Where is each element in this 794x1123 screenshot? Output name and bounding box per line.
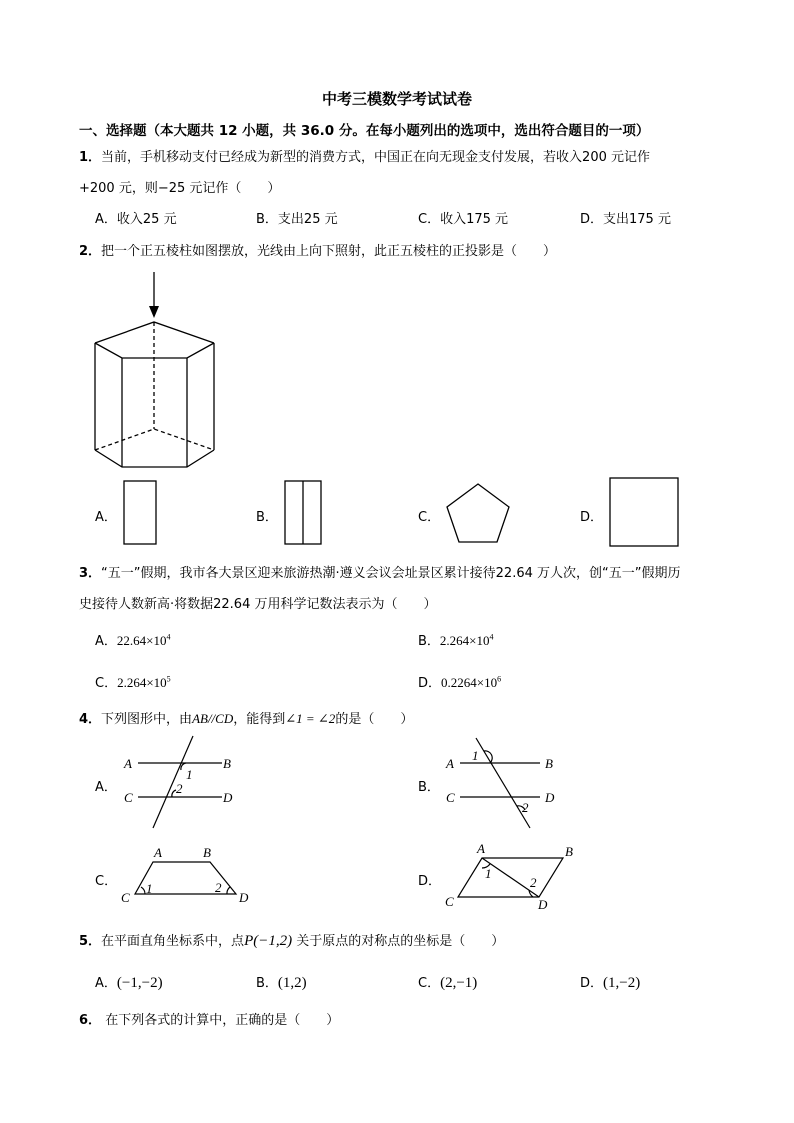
- option-b[interactable]: B．(1,2): [256, 975, 307, 991]
- question-number: 5．: [79, 934, 102, 949]
- label-b-point-d: D: [545, 790, 555, 805]
- option-d-label[interactable]: D．: [580, 510, 604, 525]
- question-text: “五一”假期，我市各大景区迎来旅游热潮·遵义会议会址景区累计接待22.64 万人次，创“五一”假期历: [101, 566, 681, 581]
- label-d-point-c: C: [445, 894, 454, 909]
- option-c[interactable]: C．$2.264\times 10^5$: [95, 674, 171, 691]
- label-b-point-c: C: [446, 790, 455, 805]
- question-number: 4．: [79, 712, 102, 727]
- label-d-point-a: A: [477, 841, 485, 856]
- label-b-point-b: B: [545, 756, 553, 771]
- option-a[interactable]: A．(−1,−2): [95, 975, 163, 991]
- question-number: 3．: [79, 566, 102, 581]
- option-c[interactable]: C．(2,−1): [418, 975, 478, 991]
- option-b-label[interactable]: B．: [256, 510, 278, 525]
- option-c-label[interactable]: C．: [95, 874, 118, 889]
- option-b-label[interactable]: B．: [418, 780, 440, 795]
- question-number: 2．: [79, 244, 102, 259]
- question-number: 6．: [79, 1013, 102, 1028]
- option-b[interactable]: B．$2.264\times 10^4$: [418, 632, 494, 649]
- option-d[interactable]: D．支出175 元: [580, 212, 671, 227]
- label-c-point-b: B: [203, 845, 211, 860]
- option-a[interactable]: A．收入25 元: [95, 212, 177, 227]
- section-header: 一、选择题（本大题共 12 小题，共 36.0 分。在每小题列出的选项中，选出符合题目的一项）: [79, 123, 650, 139]
- label-b-angle-1: 1: [472, 748, 479, 763]
- page-title: 中考三模数学考试试卷: [322, 90, 473, 108]
- option-a[interactable]: A．$22.64\times 10^4$: [95, 632, 171, 649]
- label-d-angle-1: 1: [485, 866, 492, 881]
- option-d[interactable]: D．$0.2264\times 10^6$: [418, 674, 502, 691]
- label-c-point-d: D: [239, 890, 249, 905]
- angle-condition: ∠1 = ∠2: [285, 711, 336, 726]
- label-b-angle-2: 2: [522, 800, 529, 815]
- question-text: 在下列各式的计算中，正确的是（ ）: [105, 1013, 340, 1028]
- question-number: 1．: [79, 150, 102, 165]
- option-d[interactable]: D．(1,−2): [580, 975, 641, 991]
- parallel-condition: AB//CD: [192, 711, 234, 726]
- option-c-label[interactable]: C．: [418, 510, 441, 525]
- option-d-label[interactable]: D．: [418, 874, 442, 889]
- label-c-point-c: C: [121, 890, 130, 905]
- label-a-point-b: B: [223, 756, 231, 771]
- label-b-point-a: A: [446, 756, 454, 771]
- label-a-point-a: A: [124, 756, 132, 771]
- label-a-point-d: D: [223, 790, 233, 805]
- question-text: 把一个正五棱柱如图摆放，光线由上向下照射，此正五棱柱的正投影是（ ）: [101, 244, 557, 259]
- point-p: P(−1,2): [244, 933, 293, 949]
- label-c-point-a: A: [154, 845, 162, 860]
- option-c[interactable]: C．收入175 元: [418, 212, 509, 227]
- label-c-angle-1: 1: [146, 881, 153, 896]
- label-a-angle-1: 1: [186, 767, 193, 782]
- question-text: 当前，手机移动支付已经成为新型的消费方式，中国正在向无现金支付发展，若收入200 元记作: [101, 150, 650, 165]
- option-a-label[interactable]: A．: [95, 510, 117, 525]
- label-d-point-b: B: [565, 844, 573, 859]
- question-text-cont: 史接待人数新高·将数据22.64 万用科学记数法表示为（ ）: [79, 597, 437, 612]
- label-d-angle-2: 2: [530, 875, 537, 890]
- label-a-point-c: C: [124, 790, 133, 805]
- label-a-angle-2: 2: [176, 781, 183, 796]
- option-a-label[interactable]: A．: [95, 780, 117, 795]
- question-text-cont: +200 元，则−25 元记作（ ）: [79, 181, 281, 196]
- figure-d: [458, 858, 563, 897]
- label-c-angle-2: 2: [215, 880, 222, 895]
- label-d-point-d: D: [538, 897, 548, 912]
- option-b[interactable]: B．支出25 元: [256, 212, 338, 227]
